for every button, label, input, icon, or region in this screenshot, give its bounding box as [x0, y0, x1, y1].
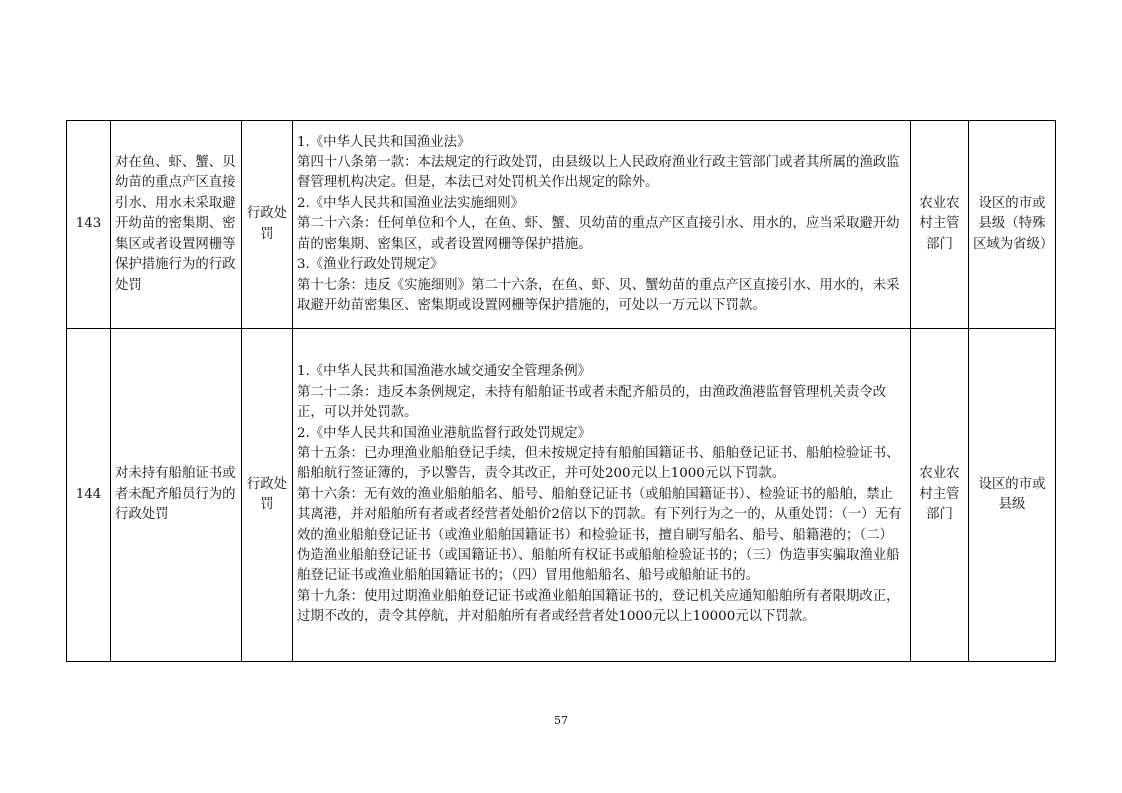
basis-paragraph: 第十六条：无有效的渔业船舶船名、船号、船舶登记证书（或船舶国籍证书）、检验证书的船舶，禁止其离港，并对船舶所有者或者经营者处船价2倍以下的罚款。有下列行为之一的，从重处罚：（一）无有效的渔业船舶登记证书（或渔业船舶国籍证书）和检验证书，擅自刷写船名、船号、船籍港的；（二）伪造渔业船舶登记证书（或国籍证书）、船舶所有权证书或船舶检验证书的；（三）伪造事实骗取渔业船舶登记证书或渔业船舶国籍证书的；（四）冒用他船船名、船号或船舶证书的。 — [297, 486, 902, 584]
page-number: 57 — [554, 714, 568, 727]
responsible-department: 农业农村主管部门 — [911, 329, 969, 662]
item-name: 对在鱼、虾、蟹、贝幼苗的重点产区直接引水、用水未采取避开幼苗的密集期、密集区或者设置网栅等保护措施行为的行政处罚 — [111, 121, 242, 329]
table-row — [67, 121, 1056, 329]
basis-paragraph: 1.《中华人民共和国渔港水域交通安全管理条例》 — [297, 364, 591, 380]
basis-paragraph: 3.《渔业行政处罚规定》 — [297, 257, 444, 273]
basis-paragraph: 第十五条：已办理渔业船舶登记手续，但未按规定持有船舶国籍证书、船舶登记证书、船舶检验证书、船舶航行签证簿的，予以警告，责令其改正，并可处200元以上1000元以下罚款。 — [297, 445, 900, 482]
basis-paragraph: 2.《中华人民共和国渔业港航监督行政处罚规定》 — [297, 425, 591, 441]
basis-paragraph: 2.《中华人民共和国渔业法实施细则》 — [297, 195, 525, 211]
table-row — [67, 329, 1056, 662]
basis-paragraph: 第十九条：使用过期渔业船舶登记证书或渔业船舶国籍证书的，登记机关应通知船舶所有者限期改正，过期不改的，责令其停航，并对船舶所有者或经营者处1000元以上10000元以下罚款。 — [297, 588, 900, 625]
item-category: 行政处罚 — [242, 121, 293, 329]
penalty-table — [66, 120, 1056, 662]
item-name: 对未持有船舶证书或者未配齐船员行为的行政处罚 — [111, 329, 242, 662]
responsible-department: 农业农村主管部门 — [911, 121, 969, 329]
basis-paragraph: 第四十八条第一款：本法规定的行政处罚，由县级以上人民政府渔业行政主管部门或者其所属的渔政监督管理机构决定。但是，本法已对处罚机关作出规定的除外。 — [297, 155, 900, 191]
legal-basis — [293, 121, 911, 329]
basis-paragraph: 第十七条：违反《实施细则》第二十六条，在鱼、虾、贝、蟹幼苗的重点产区直接引水、用水的，未采取避开幼苗密集区、密集期或设置网栅等保护措施的，可处以一万元以下罚款。 — [297, 277, 900, 313]
enforcement-level: 设区的市或县级 — [969, 329, 1056, 662]
row-number: 144 — [67, 329, 111, 662]
enforcement-level: 设区的市或县级（特殊区域为省级） — [969, 121, 1056, 329]
row-number: 143 — [67, 121, 111, 329]
basis-paragraph: 1.《中华人民共和国渔业法》 — [297, 134, 471, 150]
basis-paragraph: 第二十二条：违反本条例规定，未持有船舶证书或者未配齐船员的，由渔政渔港监督管理机关责令改正，可以并处罚款。 — [297, 384, 887, 421]
legal-basis — [293, 329, 911, 662]
basis-paragraph: 第二十六条：任何单位和个人，在鱼、虾、蟹、贝幼苗的重点产区直接引水、用水的，应当采取避开幼苗的密集期、密集区，或者设置网栅等保护措施。 — [297, 216, 900, 252]
item-category: 行政处罚 — [242, 329, 293, 662]
